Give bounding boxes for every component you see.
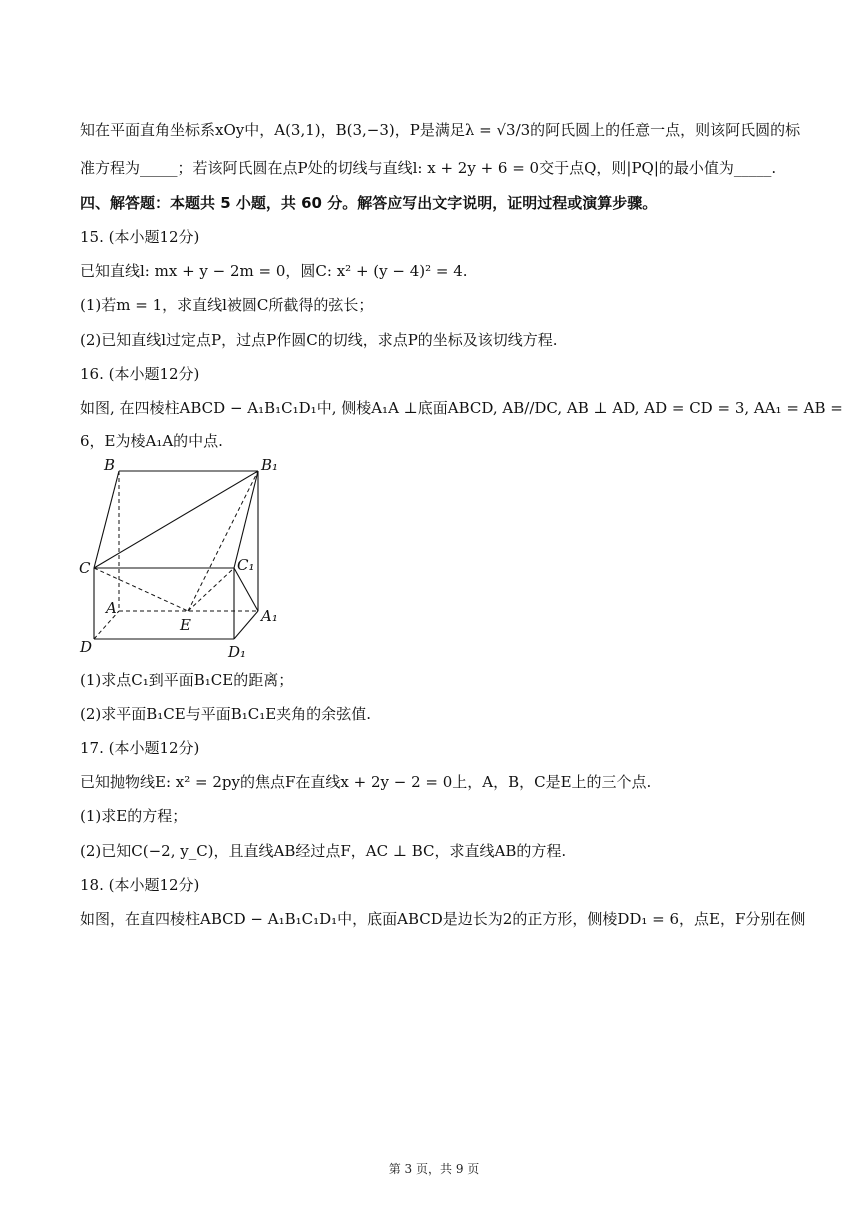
page-footer: 第 3 页，共 9 页 bbox=[388, 1162, 480, 1176]
q15-part-2: (2)已知直线l过定点P，过点P作圆C的切线，求点P的坐标及该切线方程. bbox=[80, 331, 558, 349]
q16-stem-2: 6，E为棱A₁A的中点. bbox=[80, 432, 223, 450]
label-B1: B₁ bbox=[261, 456, 279, 474]
q17-heading: 17. (本小题12分) bbox=[80, 739, 200, 757]
q16-stem-1: 如图, 在四棱柱ABCD − A₁B₁C₁D₁中, 侧棱A₁A ⊥底面ABCD, AB//DC, AB ⊥ AD, AD = CD = 3, AA₁ = AB = bbox=[80, 399, 843, 417]
label-A1: A₁ bbox=[261, 607, 278, 625]
q15-part-1: (1)若m = 1，求直线l被圆C所截得的弦长； bbox=[80, 296, 374, 314]
q16-part-2: (2)求平面B₁CE与平面B₁C₁E夹角的余弦值. bbox=[80, 705, 371, 723]
q17-stem: 已知抛物线E: x² = 2py的焦点F在直线x + 2y − 2 = 0上，A，B，C是E上的三个点. bbox=[80, 773, 652, 791]
q14-line-2: 准方程为_____；若该阿氏圆在点P处的切线与直线l: x + 2y + 6 = 0交于点Q，则|PQ|的最小值为_____. bbox=[80, 159, 777, 177]
prism-figure bbox=[76, 456, 286, 666]
q18-heading: 18. (本小题12分) bbox=[80, 876, 200, 894]
q14-line-1: 知在平面直角坐标系xOy中，A(3,1)，B(3,−3)，P是满足λ = √3/3的阿氏圆上的任意一点，则该阿氏圆的标 bbox=[80, 121, 801, 139]
label-D: D bbox=[80, 638, 93, 656]
section-heading: 四、解答题：本题共 5 小题，共 60 分。解答应写出文字说明，证明过程或演算步骤。 bbox=[80, 194, 658, 212]
label-E: E bbox=[180, 616, 191, 634]
label-B: B bbox=[104, 456, 116, 474]
q18-stem: 如图，在直四棱柱ABCD − A₁B₁C₁D₁中，底面ABCD是边长为2的正方形，侧棱DD₁ = 6，点E，F分别在侧 bbox=[80, 910, 806, 928]
q16-heading: 16. (本小题12分) bbox=[80, 365, 200, 383]
q15-stem: 已知直线l: mx + y − 2m = 0，圆C: x² + (y − 4)² = 4. bbox=[80, 262, 468, 280]
q15-heading: 15. (本小题12分) bbox=[80, 228, 200, 246]
q17-part-2: (2)已知C(−2, y_C)，且直线AB经过点F，AC ⊥ BC，求直线AB的方程. bbox=[80, 842, 567, 860]
label-D1: D₁ bbox=[228, 643, 247, 661]
label-A: A bbox=[106, 599, 117, 617]
q16-part-1: (1)求点C₁到平面B₁CE的距离； bbox=[80, 671, 294, 689]
label-C1: C₁ bbox=[237, 556, 255, 574]
q17-part-1: (1)求E的方程； bbox=[80, 807, 188, 825]
label-C: C bbox=[79, 559, 91, 577]
